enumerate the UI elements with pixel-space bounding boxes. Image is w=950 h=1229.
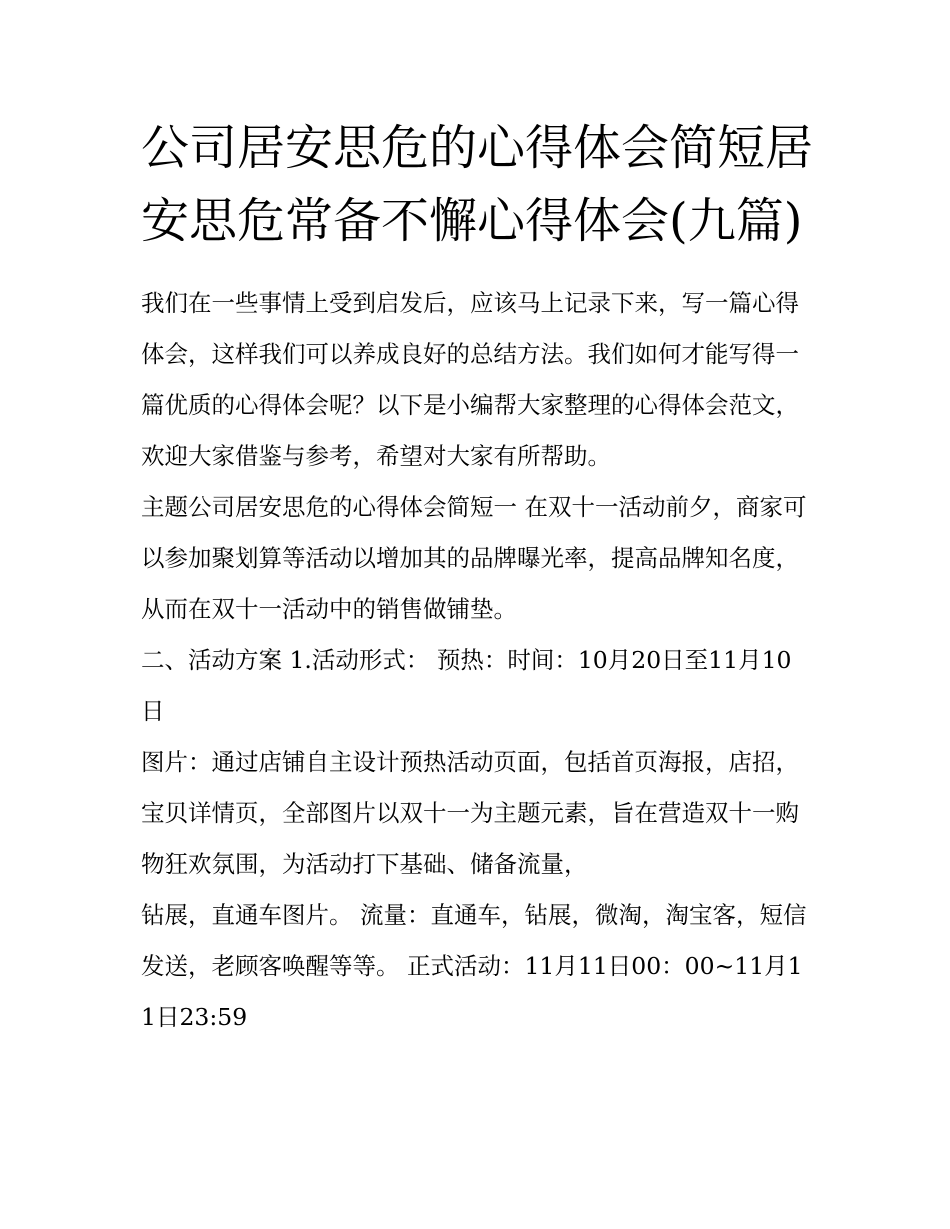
- document-body: [141, 278, 813, 1043]
- paragraph-traffic: 钻展，直通车图片。 流量：直通车，钻展，微淘，淘宝客，短信发送，老顾客唤醒等等。 正式活动：11月11日00：00~11月11日23:59: [141, 901, 807, 1031]
- paragraph-topic-one: 主题公司居安思危的心得体会简短一 在双十一活动前夕，商家可以参加聚划算等活动以增加其的品牌曝光率，提高品牌知名度，从而在双十一活动中的销售做铺垫。: [141, 493, 807, 623]
- paragraph-activity-plan: 二、活动方案 1.活动形式： 预热：时间：10月20日至11月10日: [141, 646, 792, 725]
- document-page: [141, 112, 813, 1043]
- paragraph-intro: 我们在一些事情上受到启发后，应该马上记录下来，写一篇心得体会，这样我们可以养成良好的总结方法。我们如何才能写得一篇优质的心得体会呢？以下是小编帮大家整理的心得体会范文，欢迎大家借鉴与参考，希望对大家有所帮助。: [141, 289, 799, 470]
- paragraph-images: 图片：通过店铺自主设计预热活动页面，包括首页海报，店招，宝贝详情页，全部图片以双十一为主题元素，旨在营造双十一购物狂欢氛围，为活动打下基础、储备流量，: [141, 748, 799, 878]
- document-title: 公司居安思危的心得体会简短居安思危常备不懈心得体会(九篇): [141, 120, 814, 249]
